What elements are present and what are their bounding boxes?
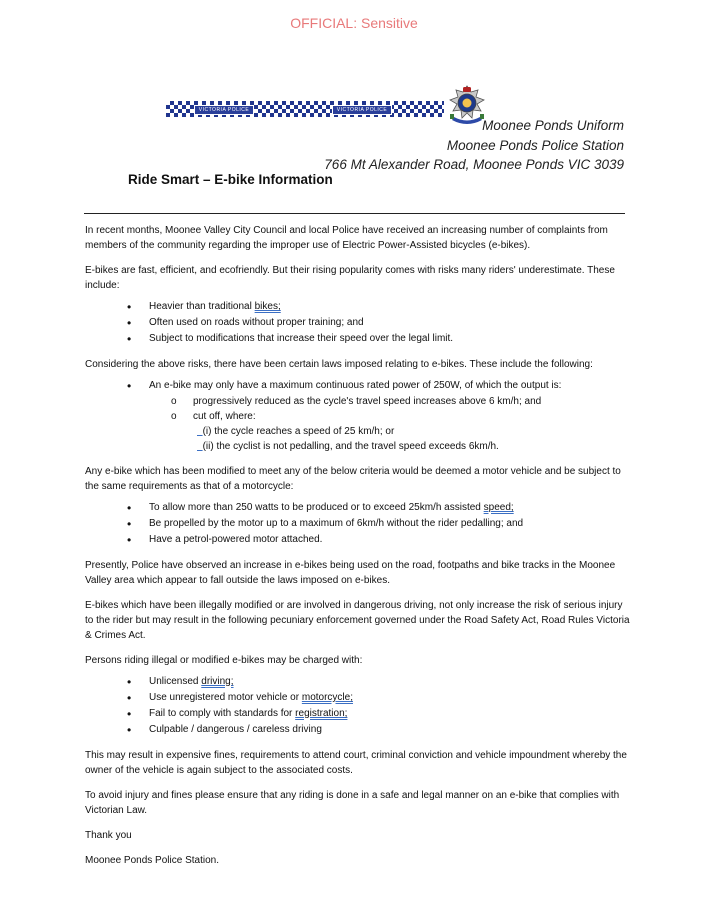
paragraph: Thank you [85,830,132,841]
list-item [85,500,630,516]
list-item: • Be propelled by the motor up to a maximum of 6km/h without the rider pedalling; and [85,516,630,532]
list-item-text: driving; [201,676,234,687]
list-item-text: To allow more than 250 watts to be produced or to exceed 25km/h assisted [149,502,484,513]
signature-line: Moonee Ponds Police Station. [85,855,219,866]
list-item-text: Heavier than traditional [149,301,255,312]
charges-list [85,674,630,738]
list-item-text: motorcycle; [301,692,353,703]
laws-list [85,378,630,454]
banner-inscription: VICTORIA POLICE [332,105,392,115]
address-line: Moonee Ponds Police Station [446,137,624,153]
list-item [85,299,630,315]
list-item-text: An e-bike may only have a maximum continuous rated power of 250W, of which the output is: [149,380,562,391]
paragraph: In recent months, Moonee Valley City Council and local Police have received an increasing number of complaints from members of the community regarding the improper use of Electric Power-Assisted bicycles (e-bikes). [85,225,608,251]
list-item [85,690,630,706]
police-checkered-banner [166,101,444,117]
list-item [85,674,630,690]
paragraph: E-bikes are fast, efficient, and ecofriendly. But their rising popularity comes with risks many riders' underestimate. These include: [85,265,615,291]
document-title: Ride Smart – E-bike Information [128,172,333,187]
list-item-text: bikes; [254,301,281,312]
classification-label: OFFICIAL: Sensitive [290,15,418,31]
paragraph: Any e-bike which has been modified to meet any of the below criteria would be deemed a motor vehicle and be subject to the same requirements as that of a motorcycle: [85,466,621,492]
sub-clause-text: (i) the cycle reaches a speed of 25 km/h; or [202,426,395,437]
list-item: • Have a petrol-powered motor attached. [85,532,630,548]
document-body [85,223,630,878]
address-line: Moonee Ponds Uniform [482,118,624,133]
risks-list [85,299,630,347]
station-address [324,116,624,175]
list-item-text: registration; [295,708,348,719]
sub-clause-text: (ii) the cyclist is not pedalling, and the travel speed exceeds 6km/h. [202,441,499,452]
sub-clause [85,424,630,439]
paragraph: Persons riding illegal or modified e-bikes may be charged with: [85,655,363,666]
sub-list-item: o cut off, where: [85,409,630,424]
list-item: • Subject to modifications that increase their speed over the legal limit. [85,331,630,347]
paragraph: E-bikes which have been illegally modified or are involved in dangerous driving, not only increase the risk of serious injury to the rider but may result in the following pecuniary enforcement governed under the Road Safety Act, Road Rules Victoria & Crimes Act. [85,600,630,641]
list-item: • Culpable / dangerous / careless driving [85,722,630,738]
list-item-text: speed; [483,502,514,513]
list-item-text: Use unregistered motor vehicle or [149,692,302,703]
criteria-list [85,500,630,548]
address-line: 766 Mt Alexander Road, Moonee Ponds VIC 3039 [324,157,624,172]
list-item: • Often used on roads without proper training; and [85,315,630,331]
list-item-text: Unlicensed [149,676,202,687]
paragraph: This may result in expensive fines, requirements to attend court, criminal conviction and vehicle impoundment whereby the owner of the vehicle is again subject to the associated costs. [85,750,627,776]
banner-inscription: VICTORIA POLICE [194,105,254,115]
list-item [85,378,630,454]
title-divider [84,213,625,214]
sub-clause [85,439,630,454]
paragraph: Presently, Police have observed an increase in e-bikes being used on the road, footpaths and bike tracks in the Moonee Valley area which appear to fall outside the laws imposed on e-bikes. [85,560,616,586]
laws-sublist [149,394,630,424]
paragraph: Considering the above risks, there have been certain laws imposed relating to e-bikes. These include the following: [85,359,593,370]
sub-list-item: o progressively reduced as the cycle's travel speed increases above 6 km/h; and [85,394,630,409]
paragraph: To avoid injury and fines please ensure that any riding is done in a safe and legal manner on an e-bike that complies with Victorian Law. [85,790,620,816]
list-item-text: Fail to comply with standards for [149,708,296,719]
list-item [85,706,630,722]
